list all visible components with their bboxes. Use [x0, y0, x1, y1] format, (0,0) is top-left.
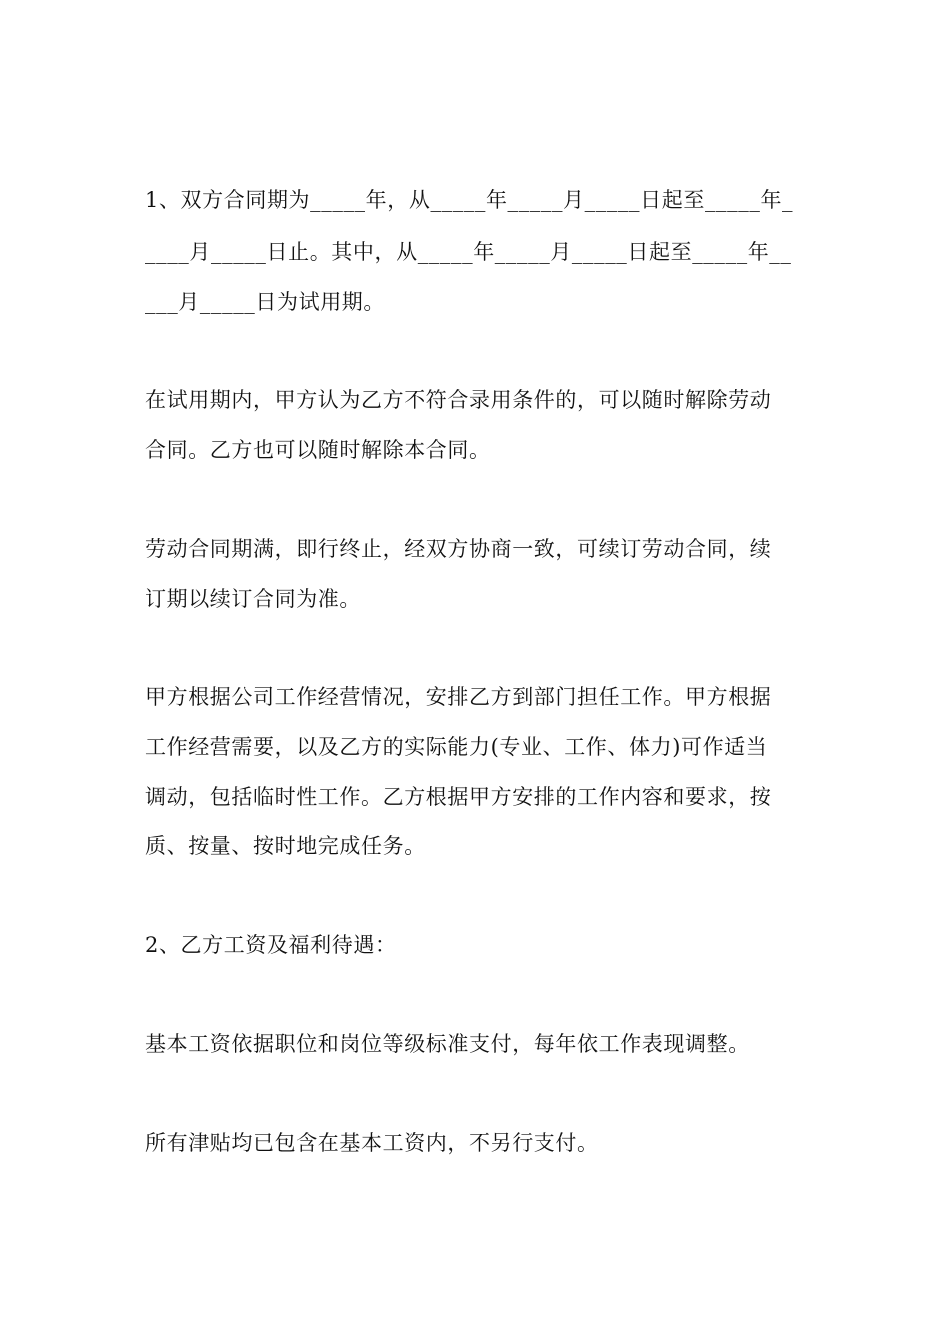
work-assignment-line-1: 甲方根据公司工作经营情况，安排乙方到部门担任工作。甲方根据 [145, 685, 772, 709]
work-assignment-line-2: 工作经营需要，以及乙方的实际能力(专业、工作、体力)可作适当 [145, 735, 768, 759]
probation-line-1: 在试用期内，甲方认为乙方不符合录用条件的，可以随时解除劳动 [145, 388, 772, 412]
contract-term-line-3: ___月_____日为试用期。 [145, 290, 385, 314]
work-assignment-line-3: 调动，包括临时性工作。乙方根据甲方安排的工作内容和要求，按 [145, 785, 772, 809]
renewal-line-2: 订期以续订合同为准。 [145, 587, 361, 611]
contract-term-line-2: ____月_____日止。其中，从_____年_____月_____日起至_____年__ [145, 240, 792, 264]
contract-term-line-1: 1、双方合同期为_____年，从_____年_____月_____日起至_____年_ [145, 188, 794, 212]
probation-line-2: 合同。乙方也可以随时解除本合同。 [145, 438, 491, 462]
section-heading-salary: 2、乙方工资及福利待遇： [145, 933, 397, 957]
allowance-line: 所有津贴均已包含在基本工资内，不另行支付。 [145, 1131, 599, 1155]
renewal-line-1: 劳动合同期满，即行终止，经双方协商一致，可续订劳动合同，续 [145, 537, 772, 561]
base-salary-line: 基本工资依据职位和岗位等级标准支付，每年依工作表现调整。 [145, 1032, 750, 1056]
work-assignment-line-4: 质、按量、按时地完成任务。 [145, 834, 426, 858]
